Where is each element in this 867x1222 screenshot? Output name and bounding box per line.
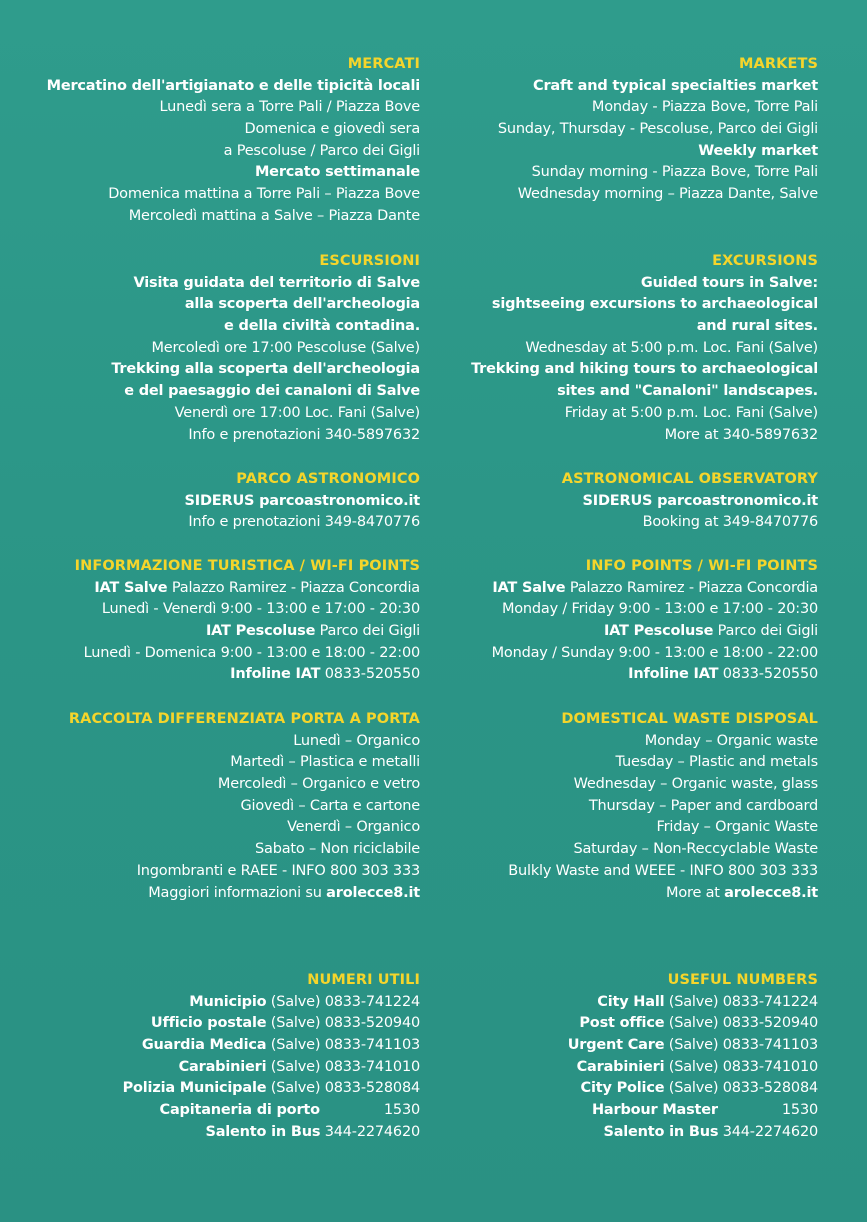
text-line: Booking at 349-8470776 (642, 514, 818, 531)
text-line: SIDERUS parcoastronomico.it (184, 492, 420, 509)
text-line: Lunedì sera a Torre Pali / Piazza Bove (159, 99, 420, 116)
phone-row (440, 1100, 818, 1122)
text-line: Visita guidata del territorio di Salve (133, 274, 420, 291)
phone-label: Carabinieri (178, 1058, 267, 1075)
text-line: Friday at 5:00 p.m. Loc. Fani (Salve) (564, 404, 818, 421)
phone-label: Capitaneria di porto (159, 1102, 320, 1119)
section-mercati (0, 54, 420, 228)
text-line: Venerdì – Organico (287, 819, 420, 836)
phone-number: (Salve) 0833-520940 (266, 1015, 420, 1032)
text-line: Domenica e giovedì sera (244, 121, 420, 137)
label-text: Parco dei Gigli (713, 623, 818, 639)
phone-row (0, 1122, 420, 1144)
phone-number: (Salve) 0833-741010 (664, 1058, 818, 1075)
section-parco-astronomico (0, 469, 420, 534)
label-strong: IAT Salve (94, 579, 168, 596)
text-line: Trekking alla scoperta dell'archeologia (111, 361, 420, 378)
text-line (0, 578, 420, 600)
section-title: MARKETS (739, 56, 818, 72)
section-title: ESCURSIONI (319, 253, 420, 269)
phone-row (0, 1100, 420, 1122)
section-title: EXCURSIONS (712, 253, 818, 269)
phone-number: 1530 (383, 1102, 420, 1119)
text-line: Sunday morning - Piazza Bove, Torre Pali (531, 164, 818, 181)
phone-label: Municipio (189, 993, 267, 1010)
text-line: Sabato – Non riciclabile (255, 841, 420, 858)
text-line: Info e prenotazioni 340-5897632 (188, 426, 420, 443)
section-title: NUMERI UTILI (307, 972, 420, 988)
text-line: sightseeing excursions to archaeological (491, 296, 818, 313)
phone-row (440, 1013, 818, 1035)
label-text: 0833-520550 (320, 666, 420, 683)
text-line: Trekking and hiking tours to archaeological (471, 361, 818, 378)
phone-number: (Salve) 0833-741010 (266, 1058, 420, 1075)
phone-row (440, 1057, 818, 1079)
text-line: Martedì – Plastica e metalli (230, 754, 420, 771)
label-text: 0833-520550 (718, 666, 818, 683)
phone-number: 344-2274620 (320, 1123, 420, 1140)
label-text: Palazzo Ramirez - Piazza Concordia (565, 579, 818, 596)
text-line: sites and "Canaloni" landscapes. (557, 383, 818, 400)
phone-row (0, 1078, 420, 1100)
phone-label: City Hall (597, 993, 665, 1010)
text-line: Monday / Sunday 9:00 - 13:00 e 18:00 - 22:00 (491, 644, 818, 661)
phone-label: Carabinieri (576, 1058, 665, 1075)
label-strong: Infoline IAT (230, 666, 321, 683)
label-strong: IAT Salve (492, 579, 566, 596)
section-title: DOMESTICAL WASTE DISPOSAL (561, 711, 818, 727)
phone-number: (Salve) 0833-741103 (664, 1037, 818, 1053)
text-line: Bulkly Waste and WEEE - INFO 800 303 333 (508, 862, 818, 879)
phone-number: (Salve) 0833-528084 (266, 1080, 420, 1097)
text-line: Venerdì ore 17:00 Loc. Fani (Salve) (174, 404, 420, 421)
text-line: Ingombranti e RAEE - INFO 800 303 333 (136, 862, 420, 879)
text-line: Lunedì - Domenica 9:00 - 13:00 e 18:00 - 22:00 (83, 644, 420, 661)
section-waste-disposal (440, 709, 818, 904)
text-line: Guided tours in Salve: (640, 274, 818, 291)
text-line: Thursday – Paper and cardboard (588, 797, 818, 814)
text-line (0, 621, 420, 643)
text-line: Wednesday morning – Piazza Dante, Salve (517, 186, 818, 203)
phone-label: Polizia Municipale (122, 1080, 267, 1097)
label-strong: Infoline IAT (628, 666, 719, 683)
phone-number: (Salve) 0833-741224 (664, 993, 818, 1010)
text-line (440, 621, 818, 643)
website-link[interactable]: arolecce8.it (326, 884, 420, 901)
text-line: Monday – Organic waste (644, 732, 818, 749)
phone-label: Post office (579, 1015, 665, 1032)
text-line: Saturday – Non-Reccyclable Waste (573, 841, 818, 858)
phone-number: 1530 (781, 1102, 818, 1119)
text-line: e della civiltà contadina. (224, 318, 420, 334)
phone-label: Salento in Bus (205, 1123, 321, 1140)
phone-label: Guardia Medica (141, 1037, 267, 1053)
phone-label: Salento in Bus (603, 1123, 719, 1140)
section-title: PARCO ASTRONOMICO (236, 471, 420, 487)
phone-label: Urgent Care (567, 1037, 665, 1053)
text-line: Lunedì - Venerdì 9:00 - 13:00 e 17:00 - 20:30 (101, 601, 420, 618)
phone-label: Harbour Master (591, 1102, 718, 1119)
text-line: Monday / Friday 9:00 - 13:00 e 17:00 - 20:30 (501, 601, 818, 618)
text-line: e del paesaggio dei canaloni di Salve (124, 383, 420, 400)
phone-row (0, 992, 420, 1014)
text-line: Lunedì – Organico (293, 732, 420, 749)
text-line (0, 883, 420, 905)
section-title: ASTRONOMICAL OBSERVATORY (561, 471, 818, 487)
label-strong: IAT Pescoluse (205, 623, 316, 639)
phone-row (440, 1122, 818, 1144)
text-line: Wednesday at 5:00 p.m. Loc. Fani (Salve) (525, 339, 818, 356)
section-useful-numbers (440, 970, 818, 1144)
website-link[interactable]: arolecce8.it (724, 884, 818, 901)
text-line: a Pescoluse / Parco dei Gigli (223, 142, 420, 159)
text-line: Mercatino dell'artigianato e delle tipicità locali (46, 77, 420, 94)
section-title: RACCOLTA DIFFERENZIATA PORTA A PORTA (68, 711, 420, 727)
label-text: Palazzo Ramirez - Piazza Concordia (167, 579, 420, 596)
section-title: INFORMAZIONE TURISTICA / WI-FI POINTS (74, 558, 420, 574)
phone-label: City Police (580, 1080, 665, 1097)
text-line: Info e prenotazioni 349-8470776 (188, 514, 420, 531)
section-astronomical-observatory (440, 469, 818, 534)
text-line: Craft and typical specialties market (533, 77, 818, 94)
section-informazione-turistica (0, 556, 420, 686)
text-line: Tuesday – Plastic and metals (615, 754, 818, 771)
label-text: Parco dei Gigli (315, 623, 420, 639)
phone-number: 344-2274620 (718, 1123, 818, 1140)
text-line: Mercoledì ore 17:00 Pescoluse (Salve) (151, 339, 420, 356)
phone-number: (Salve) 0833-528084 (664, 1080, 818, 1097)
phone-row (440, 992, 818, 1014)
phone-row (440, 1035, 818, 1057)
phone-row (0, 1035, 420, 1057)
phone-number: (Salve) 0833-741224 (266, 993, 420, 1010)
label-strong: IAT Pescoluse (603, 623, 714, 639)
section-markets (440, 54, 818, 206)
text-line: Domenica mattina a Torre Pali – Piazza Bove (108, 186, 420, 203)
text-line (440, 664, 818, 686)
label-text: More at (666, 884, 725, 901)
section-title: USEFUL NUMBERS (667, 972, 818, 988)
text-line (440, 578, 818, 600)
phone-row (440, 1078, 818, 1100)
text-line: Wednesday – Organic waste, glass (573, 776, 818, 792)
text-line: Mercato settimanale (254, 164, 420, 181)
section-escursioni (0, 251, 420, 446)
text-line: Giovedì – Carta e cartone (240, 797, 420, 814)
phone-row (0, 1013, 420, 1035)
text-line: alla scoperta dell'archeologia (184, 296, 420, 313)
text-line (440, 883, 818, 905)
phone-number: (Salve) 0833-520940 (664, 1015, 818, 1032)
phone-label: Ufficio postale (150, 1015, 267, 1032)
text-line: Mercoledì mattina a Salve – Piazza Dante (128, 207, 420, 224)
text-line: Mercoledì – Organico e vetro (217, 776, 420, 792)
phone-row (0, 1057, 420, 1079)
text-line: Monday - Piazza Bove, Torre Pali (591, 99, 818, 116)
text-line: Sunday, Thursday - Pescoluse, Parco dei Gigli (497, 121, 818, 137)
text-line (0, 664, 420, 686)
section-numeri-utili (0, 970, 420, 1144)
section-raccolta-differenziata (0, 709, 420, 904)
label-text: Maggiori informazioni su (148, 884, 327, 901)
text-line: and rural sites. (696, 318, 818, 334)
phone-number: (Salve) 0833-741103 (266, 1037, 420, 1053)
text-line: Weekly market (698, 142, 818, 159)
section-info-points (440, 556, 818, 686)
text-line: More at 340-5897632 (664, 426, 818, 443)
section-excursions (440, 251, 818, 446)
section-title: MERCATI (347, 56, 420, 72)
section-title: INFO POINTS / WI-FI POINTS (585, 558, 818, 574)
text-line: Friday – Organic Waste (656, 819, 818, 836)
text-line: SIDERUS parcoastronomico.it (582, 492, 818, 509)
